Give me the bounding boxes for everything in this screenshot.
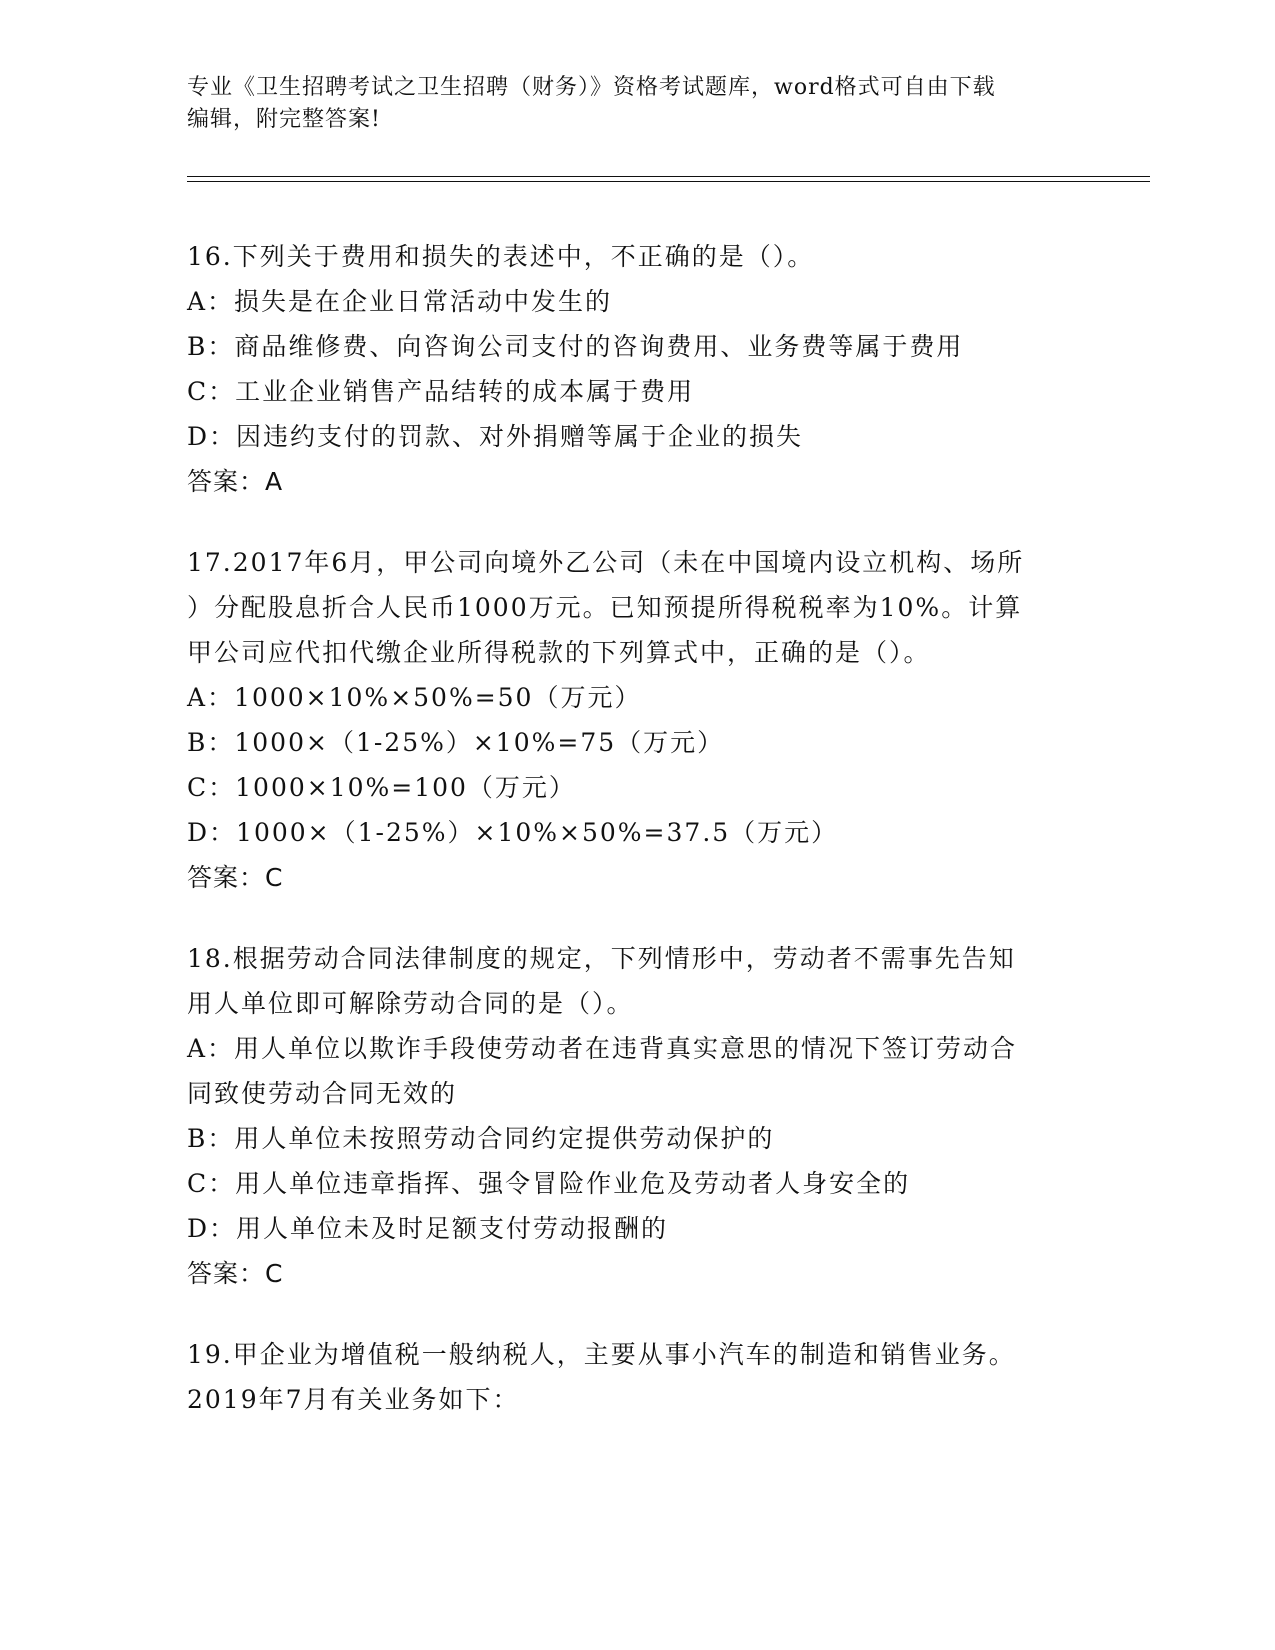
question-block [187,1332,1087,1422]
question-stem-line: 2019年7月有关业务如下： [187,1385,520,1414]
header-line-2: 编辑，附完整答案! [187,107,381,132]
option-line: A：1000×10%×50%=50（万元） [187,683,642,712]
header-divider-bottom [187,181,1150,182]
question-stem-line: 18.根据劳动合同法律制度的规定，下列情形中，劳动者不需事先告知 [187,944,1016,973]
header-line-1: 专业《卫生招聘考试之卫生招聘（财务）》资格考试题库，word格式可自由下载 [187,75,996,100]
question-stem-line: 19.甲企业为增值税一般纳税人，主要从事小汽车的制造和销售业务。 [187,1340,1016,1369]
option-line: A：损失是在企业日常活动中发生的 [187,287,613,316]
option-line: B：商品维修费、向咨询公司支付的咨询费用、业务费等属于费用 [187,332,964,361]
option-line: A：用人单位以欺诈手段使劳动者在违背真实意思的情况下签订劳动合 [187,1034,1018,1063]
question-stem-line: 用人单位即可解除劳动合同的是（）。 [187,989,634,1018]
question-block [187,234,1087,504]
answer-line: 答案：C [187,1259,284,1288]
option-line: D：因违约支付的罚款、对外捐赠等属于企业的损失 [187,422,804,451]
question-stem-line: 16.下列关于费用和损失的表述中，不正确的是（）。 [187,242,815,271]
option-line: C：工业企业销售产品结转的成本属于费用 [187,377,695,406]
header-divider-top [187,176,1150,177]
answer-line: 答案：C [187,863,284,892]
question-block [187,540,1087,900]
option-line: C：1000×10%=100（万元） [187,773,576,802]
option-line: 同致使劳动合同无效的 [187,1079,458,1108]
option-line: B：用人单位未按照劳动合同约定提供劳动保护的 [187,1124,775,1153]
option-line: C：用人单位违章指挥、强令冒险作业危及劳动者人身安全的 [187,1169,911,1198]
document-header [187,72,1067,136]
question-list [187,234,1087,1458]
answer-line: 答案：A [187,467,284,496]
question-block [187,936,1087,1296]
question-stem-line: 17.2017年6月，甲公司向境外乙公司（未在中国境内设立机构、场所 [187,548,1025,577]
question-stem-line: 甲公司应代扣代缴企业所得税款的下列算式中，正确的是（）。 [187,638,931,667]
option-line: D：用人单位未及时足额支付劳动报酬的 [187,1214,669,1243]
question-stem-line: ）分配股息折合人民币1000万元。已知预提所得税税率为10%。计算 [187,593,1023,622]
option-line: B：1000×（1-25%）×10%=75（万元） [187,728,725,757]
option-line: D：1000×（1-25%）×10%×50%=37.5（万元） [187,818,839,847]
